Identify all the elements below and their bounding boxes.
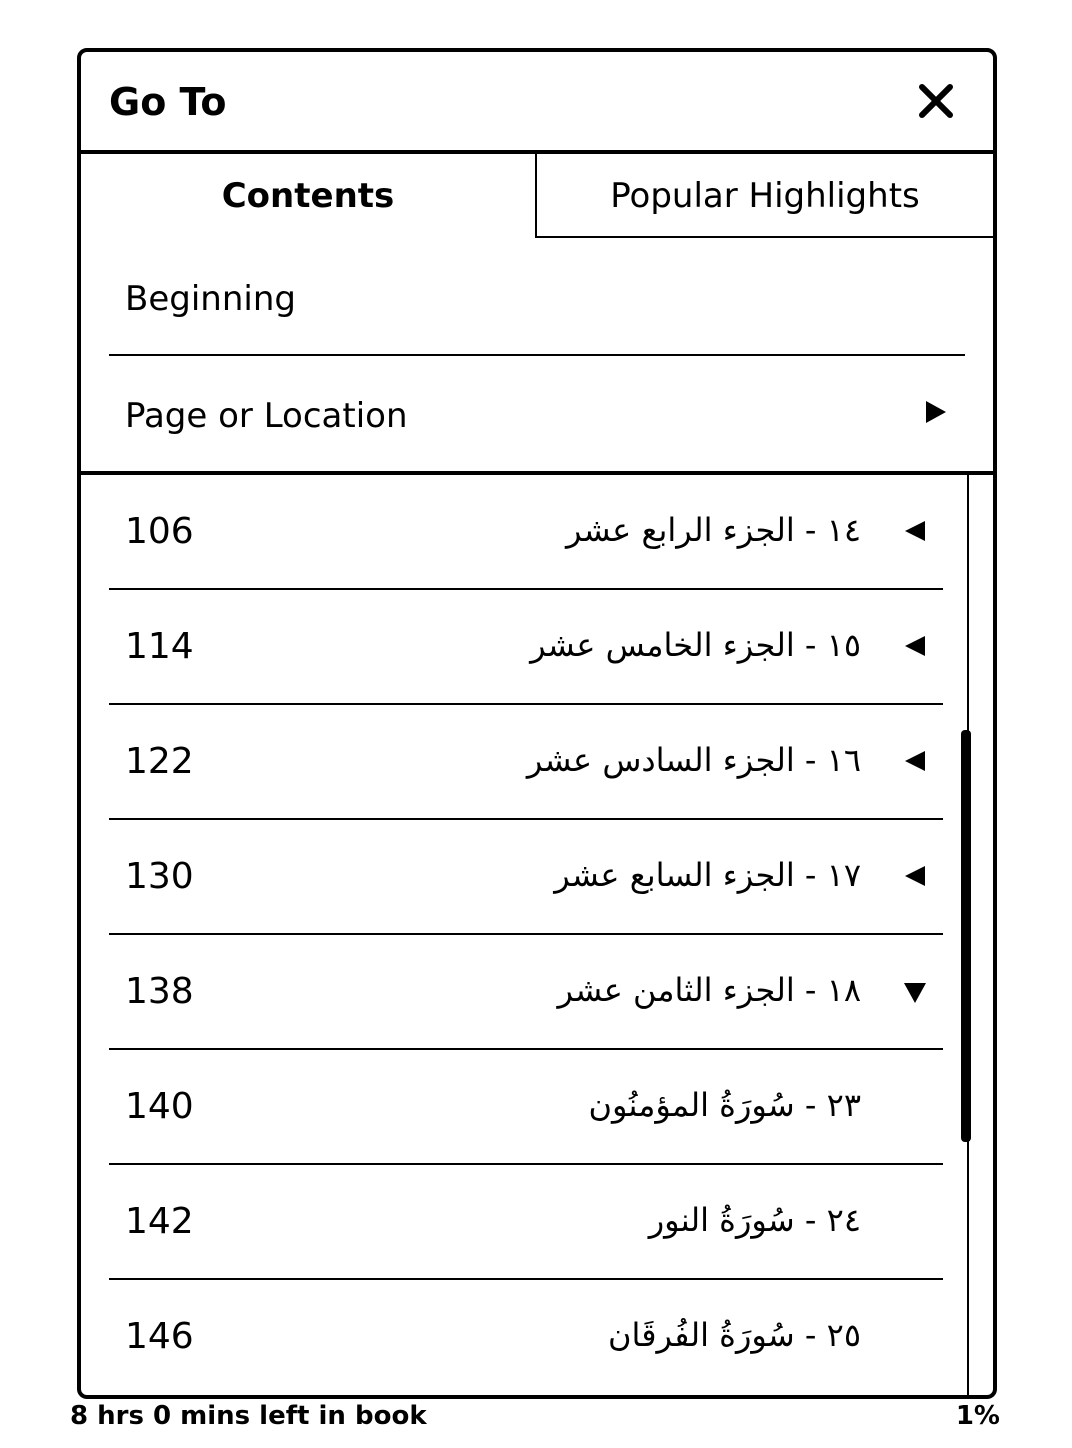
- toc-row[interactable]: [81, 935, 967, 1050]
- toc-page-number: 138: [125, 971, 194, 1012]
- collapsed-triangle-icon[interactable]: [905, 866, 925, 886]
- toc-row[interactable]: [81, 1280, 967, 1395]
- nav-divider: [109, 354, 965, 356]
- dialog-header: [81, 52, 993, 154]
- close-button[interactable]: [917, 82, 955, 120]
- go-to-dialog: [77, 48, 997, 1399]
- page-or-location[interactable]: Page or Location: [125, 396, 408, 436]
- toc-row[interactable]: [81, 475, 967, 590]
- chevron-right-icon[interactable]: [926, 401, 946, 423]
- scrollbar-thumb[interactable]: [961, 730, 971, 1142]
- toc-row[interactable]: [81, 705, 967, 820]
- tab-popular-highlights[interactable]: Popular Highlights: [535, 154, 993, 238]
- toc-page-number: 142: [125, 1201, 194, 1242]
- dialog-title: Go To: [109, 80, 227, 124]
- toc-title: ١٦ - الجزء السادس عشر: [526, 741, 861, 779]
- go-to-beginning[interactable]: Beginning: [125, 279, 296, 319]
- toc-title: ٢٥ - سُورَةُ الفُرقَان: [607, 1316, 861, 1354]
- expanded-triangle-icon[interactable]: [904, 983, 926, 1003]
- reading-progress: 1%: [955, 1401, 1000, 1431]
- toc-row[interactable]: [81, 1165, 967, 1280]
- toc-title: ٢٣ - سُورَةُ المؤمنُون: [588, 1086, 861, 1124]
- toc-title: ٢٤ - سُورَةُ النور: [648, 1201, 861, 1239]
- toc-title: ١٥ - الجزء الخامس عشر: [530, 626, 861, 664]
- collapsed-triangle-icon[interactable]: [905, 521, 925, 541]
- toc-page-number: 106: [125, 511, 194, 552]
- tab-bar: [81, 154, 993, 238]
- toc-row[interactable]: [81, 590, 967, 705]
- tab-contents[interactable]: Contents: [221, 176, 395, 216]
- toc-page-number: 146: [125, 1316, 194, 1357]
- toc-title: ١٨ - الجزء الثامن عشر: [557, 971, 861, 1009]
- toc-page-number: 130: [125, 856, 194, 897]
- toc-page-number: 114: [125, 626, 194, 667]
- toc-title: ١٧ - الجزء السابع عشر: [554, 856, 861, 894]
- close-icon: [917, 82, 955, 120]
- toc-page-number: 122: [125, 741, 194, 782]
- time-left-in-book: 8 hrs 0 mins left in book: [70, 1401, 427, 1431]
- toc-list: [81, 475, 967, 1395]
- toc-title: ١٤ - الجزء الرابع عشر: [565, 511, 861, 549]
- toc-page-number: 140: [125, 1086, 194, 1127]
- collapsed-triangle-icon[interactable]: [905, 636, 925, 656]
- collapsed-triangle-icon[interactable]: [905, 751, 925, 771]
- toc-row[interactable]: [81, 1050, 967, 1165]
- toc-row[interactable]: [81, 820, 967, 935]
